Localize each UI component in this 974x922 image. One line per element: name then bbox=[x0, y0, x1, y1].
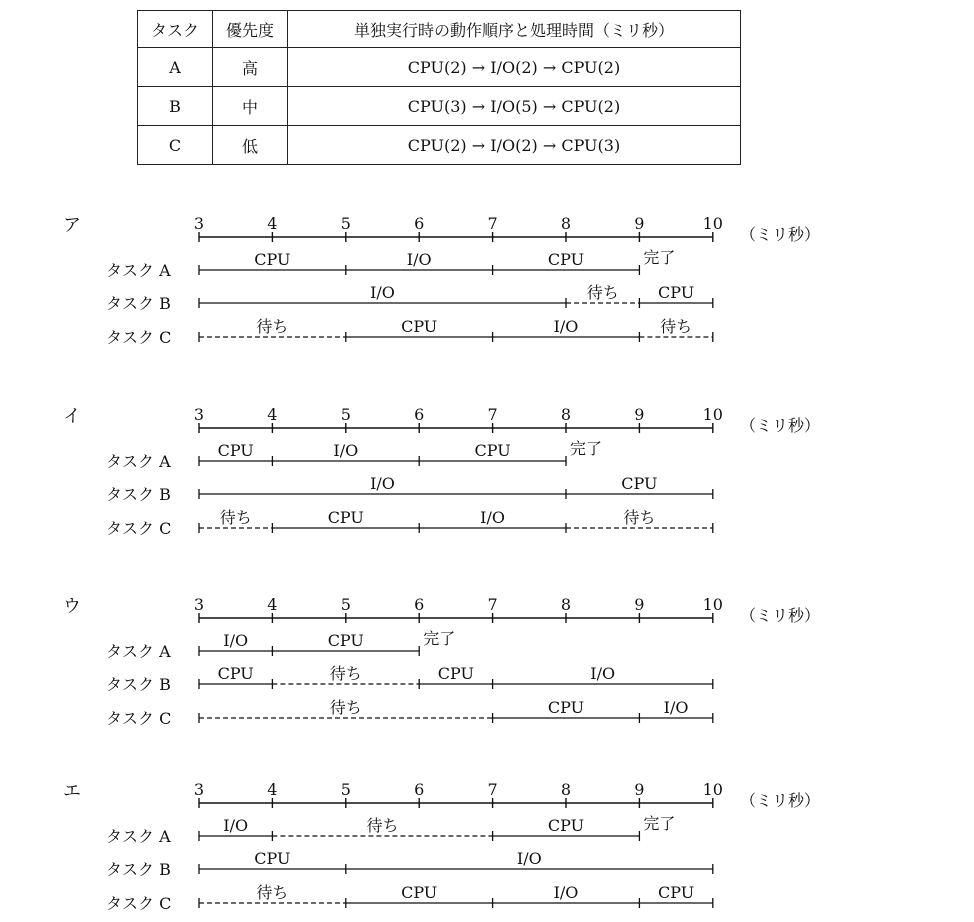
task-name-label: タスク A bbox=[106, 261, 171, 280]
task-name-label: タスク A bbox=[106, 827, 171, 846]
axis-tick-label: 3 bbox=[193, 595, 205, 614]
axis-tick-label: 8 bbox=[560, 595, 572, 614]
segment-label: CPU bbox=[217, 441, 254, 460]
task-name-label: タスク A bbox=[106, 642, 171, 661]
axis-tick-label: 3 bbox=[193, 405, 205, 424]
segment-label: 待ち bbox=[256, 883, 289, 902]
row-task: C bbox=[138, 126, 213, 165]
segment-label: 待ち bbox=[256, 317, 289, 336]
segment-label: CPU bbox=[254, 849, 291, 868]
segment-label: CPU bbox=[657, 283, 695, 302]
task-name-label: タスク C bbox=[106, 894, 172, 913]
axis-tick-label: 10 bbox=[702, 405, 723, 424]
header-priority: 優先度 bbox=[213, 11, 288, 48]
segment-label: CPU bbox=[254, 250, 291, 269]
option-label: ウ bbox=[63, 596, 81, 617]
segment-label: CPU bbox=[657, 883, 695, 902]
segment-label: 待ち bbox=[329, 698, 362, 717]
axis-tick-label: 9 bbox=[634, 405, 645, 424]
segment-label: 待ち bbox=[366, 816, 399, 835]
axis-tick-label: 4 bbox=[267, 595, 278, 614]
axis-tick-label: 6 bbox=[414, 595, 425, 614]
task-name-label: タスク C bbox=[106, 328, 172, 347]
task-name-label: タスク C bbox=[106, 519, 172, 538]
segment-label: CPU bbox=[401, 317, 438, 336]
segment-label: CPU bbox=[474, 441, 511, 460]
segment-label: CPU bbox=[547, 250, 585, 269]
segment-label: CPU bbox=[621, 474, 658, 493]
axis-tick-label: 5 bbox=[340, 214, 351, 233]
segment-label: I/O bbox=[516, 849, 542, 868]
segment-label: 待ち bbox=[660, 317, 693, 336]
axis-tick-label: 7 bbox=[487, 214, 498, 233]
segment-label: I/O bbox=[406, 250, 432, 269]
task-name-label: タスク B bbox=[106, 485, 171, 504]
axis-tick-label: 4 bbox=[267, 214, 278, 233]
segment-label: CPU bbox=[327, 508, 364, 527]
segment-label: 待ち bbox=[219, 508, 252, 527]
header-sequence: 単独実行時の動作順序と処理時間（ミリ秒） bbox=[288, 11, 741, 48]
segment-label: CPU bbox=[327, 631, 364, 650]
axis-unit-label: （ミリ秒） bbox=[740, 606, 821, 625]
axis-tick-label: 7 bbox=[487, 595, 498, 614]
segment-label: 待ち bbox=[586, 283, 619, 302]
segment-label: 待ち bbox=[623, 508, 656, 527]
axis-tick-label: 4 bbox=[267, 780, 278, 799]
axis-tick-label: 7 bbox=[487, 780, 498, 799]
done-label: 完了 bbox=[643, 248, 676, 267]
segment-label: I/O bbox=[663, 698, 689, 717]
axis-tick-label: 10 bbox=[702, 780, 723, 799]
segment-label: CPU bbox=[437, 664, 475, 683]
segment-label: CPU bbox=[547, 698, 585, 717]
axis-tick-label: 9 bbox=[634, 780, 645, 799]
row-priority: 低 bbox=[213, 126, 288, 165]
axis-tick-label: 9 bbox=[634, 595, 645, 614]
row-priority: 中 bbox=[213, 87, 288, 126]
axis-tick-label: 5 bbox=[340, 780, 351, 799]
segment-label: CPU bbox=[547, 816, 585, 835]
axis-tick-label: 6 bbox=[414, 780, 425, 799]
header-task: タスク bbox=[138, 11, 213, 48]
task-name-label: タスク B bbox=[106, 675, 171, 694]
segment-label: I/O bbox=[223, 816, 249, 835]
segment-label: I/O bbox=[553, 883, 579, 902]
axis-unit-label: （ミリ秒） bbox=[740, 791, 821, 810]
task-name-label: タスク A bbox=[106, 452, 171, 471]
row-sequence: CPU(2) → I/O(2) → CPU(3) bbox=[288, 126, 741, 165]
option-label: ア bbox=[63, 215, 81, 236]
axis-unit-label: （ミリ秒） bbox=[740, 416, 821, 435]
axis-tick-label: 5 bbox=[340, 595, 351, 614]
axis-tick-label: 8 bbox=[560, 405, 572, 424]
segment-label: CPU bbox=[217, 664, 254, 683]
row-task: B bbox=[138, 87, 213, 126]
row-priority: 高 bbox=[213, 48, 288, 87]
option-label: イ bbox=[63, 406, 81, 427]
segment-label: I/O bbox=[590, 664, 616, 683]
done-label: 完了 bbox=[643, 814, 676, 833]
axis-tick-label: 8 bbox=[560, 214, 572, 233]
axis-tick-label: 8 bbox=[560, 780, 572, 799]
axis-tick-label: 4 bbox=[267, 405, 278, 424]
axis-tick-label: 6 bbox=[414, 214, 425, 233]
axis-tick-label: 3 bbox=[193, 780, 205, 799]
segment-label: I/O bbox=[370, 283, 395, 302]
axis-tick-label: 6 bbox=[414, 405, 425, 424]
axis-tick-label: 5 bbox=[340, 405, 351, 424]
axis-tick-label: 10 bbox=[702, 214, 723, 233]
axis-unit-label: （ミリ秒） bbox=[740, 225, 821, 244]
option-label: エ bbox=[63, 781, 81, 802]
segment-label: I/O bbox=[370, 474, 395, 493]
row-sequence: CPU(2) → I/O(2) → CPU(2) bbox=[288, 48, 741, 87]
row-task: A bbox=[138, 48, 213, 87]
axis-tick-label: 7 bbox=[487, 405, 498, 424]
task-name-label: タスク C bbox=[106, 709, 172, 728]
segment-label: CPU bbox=[401, 883, 438, 902]
row-sequence: CPU(3) → I/O(5) → CPU(2) bbox=[288, 87, 741, 126]
segment-label: I/O bbox=[223, 631, 249, 650]
done-label: 完了 bbox=[423, 629, 456, 648]
task-name-label: タスク B bbox=[106, 860, 171, 879]
axis-tick-label: 9 bbox=[634, 214, 645, 233]
segment-label: I/O bbox=[480, 508, 506, 527]
axis-tick-label: 3 bbox=[193, 214, 205, 233]
done-label: 完了 bbox=[570, 439, 603, 458]
segment-label: 待ち bbox=[329, 664, 362, 683]
axis-tick-label: 10 bbox=[702, 595, 723, 614]
task-name-label: タスク B bbox=[106, 294, 171, 313]
segment-label: I/O bbox=[553, 317, 579, 336]
segment-label: I/O bbox=[333, 441, 359, 460]
